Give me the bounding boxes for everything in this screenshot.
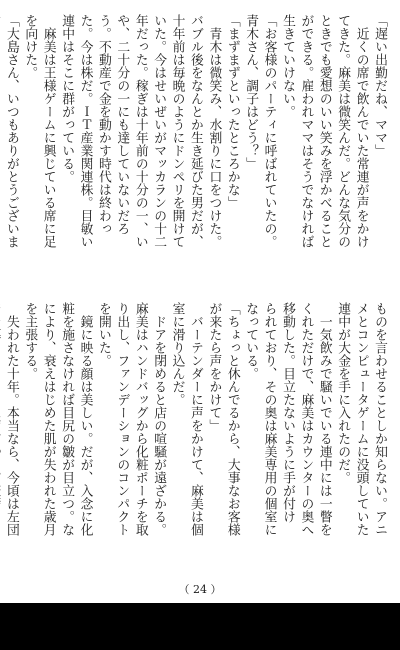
text-block-bottom: ものを言わせることしか知らない。アニ メとコンピュータゲームに没頭していた 連中が大金を手に入れたのだ。 一気飲みで騒いでいる連中には一瞥を くれただけで、麻美はカウンターの奥へ 移動した。目立たないように手が付け られており、その奥は麻美専用の個室に なっている。 「ちょっと休んでるから、大事なお客様 が来たら声をかけて」 バーテンダーに声をかけて、麻美は個 室に滑り込んだ。 ドアを閉めると店の喧騒が遠ざかる。 麻美はハンドバッグから化粧ポーチを取 り出し、ファンデーションのコンパクト を開いた。 鏡に映る顔は美しい。だが、入念に化 粧を施さなければ目尻の皺が目立つ。な により、衰えはじめた肌が失われた歳月 を主張する。 失われた十年。本当なら、今頃は左団 — [3, 302, 387, 536]
page-number: （ 24 ） — [178, 583, 222, 596]
text-block-top: 「遅い出勤だね、ママ」 近くの席で飲んでいた常連が声をかけ てきた。麻美は微笑んだ。どんな気分の ときでも愛想のいい笑みを浮かべること ができる。雇われママはそうでなければ 生きていけない。 「お客様のパーティに呼ばれていたの。 青木さん、調子はどう？」 「まずまずといったところかな」 青木は微笑み、水割りに口をつけた。 バブル後をなんとか生き延びた男だが、 十年前は毎晩のようにドンペリを開けて いた。今はせいぜいがマッカランの十二 年だった。稼ぎは十年前の十分の一、い や、二十分の一にも達していないだろ う。不動産で金を動かす時代は終わっ た。今は株だ。ＩＴ産業関連株。目敏い 連中はそこに群がっている。 麻美は王様ゲームに興じている席に足 を向けた。 「大島さん、いつもありがとうございま — [3, 14, 387, 248]
bottom-bar — [0, 603, 400, 650]
